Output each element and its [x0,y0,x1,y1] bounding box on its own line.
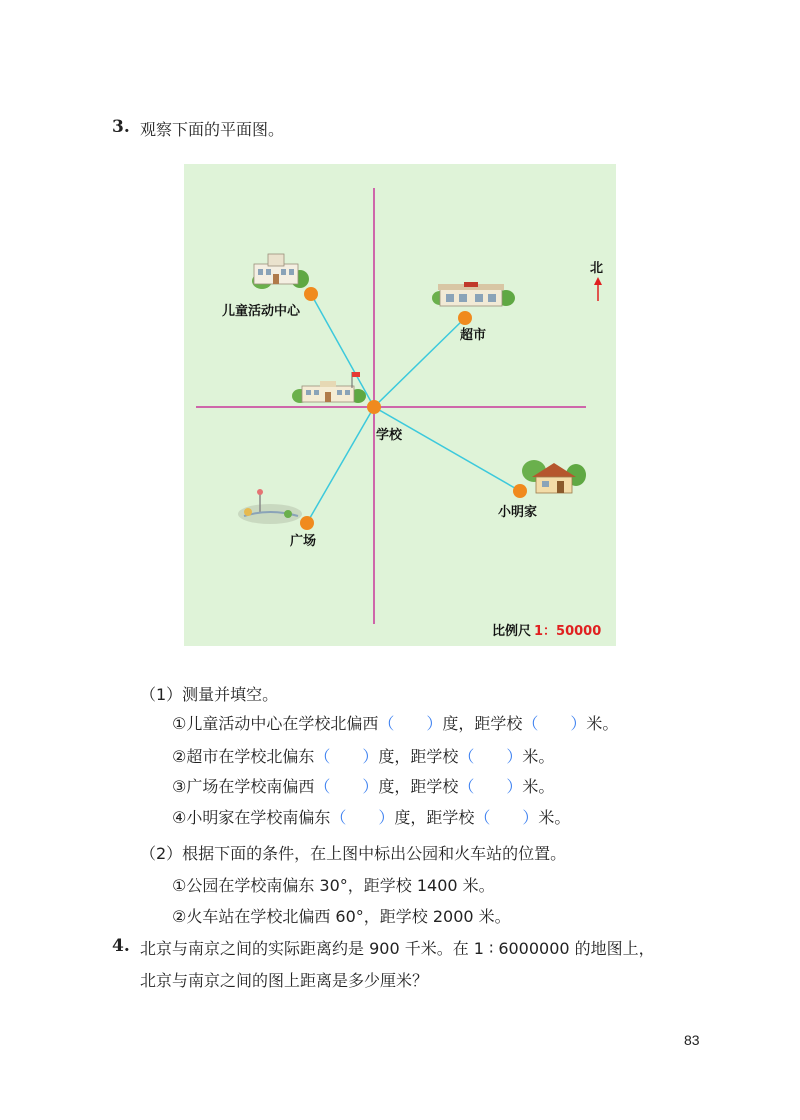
children-center-dot [304,287,318,301]
part1-label: （1）测量并填空。 [140,685,279,704]
xiaoming-home-icon [522,460,586,493]
answer-blank[interactable]: （ ） [458,747,523,766]
question-3-text: 观察下面的平面图。 [140,120,285,139]
answer-blank[interactable]: （ ） [378,714,443,733]
part1-item-4: ④小明家在学校南偏东（ ）度，距学校（ ）米。 [172,808,571,827]
school-building-icon [292,372,366,403]
label-north: 北 [590,261,604,276]
xiaoming-home-dot [513,484,527,498]
label-supermarket: 超市 [460,328,487,343]
page-number: 83 [684,1032,700,1048]
ray-xiaoming-home [374,407,520,491]
school-dot [367,400,381,414]
supermarket-building-icon [432,282,515,306]
square-icon [238,489,302,524]
question-4-number: 4. [112,936,130,956]
label-xiaoming-home: 小明家 [498,505,538,520]
part1-item-1: ①儿童活动中心在学校北偏西（ ）度，距学校（ ）米。 [172,714,619,733]
supermarket-dot [458,311,472,325]
part2-label: （2）根据下面的条件，在上图中标出公园和火车站的位置。 [140,844,567,863]
scale-value: 1：50000 [534,624,602,639]
part1-item-2: ②超市在学校北偏东（ ）度，距学校（ ）米。 [172,747,555,766]
label-children-center: 儿童活动中心 [222,304,301,319]
answer-blank[interactable]: （ ） [314,777,379,796]
question-4-line-2: 北京与南京之间的图上距离是多少厘米？ [140,971,429,990]
part2-item-2: ②火车站在学校北偏西 60°，距学校 2000 米。 [172,907,511,926]
part1-item-3: ③广场在学校南偏西（ ）度，距学校（ ）米。 [172,777,555,796]
children-center-building-icon [252,254,309,289]
answer-blank[interactable]: （ ） [474,808,539,827]
ray-square [307,407,374,523]
plan-map [184,164,616,646]
label-school: 学校 [376,428,403,443]
answer-blank[interactable]: （ ） [314,747,379,766]
ray-supermarket [374,318,465,407]
part2-item-1: ①公园在学校南偏东 30°，距学校 1400 米。 [172,876,495,895]
answer-blank[interactable]: （ ） [458,777,523,796]
question-4-line-1: 北京与南京之间的实际距离约是 900 千米。在 1 ∶ 6000000 的地图上， [140,939,655,958]
question-3-number: 3. [112,117,130,137]
answer-blank[interactable]: （ ） [522,714,587,733]
label-square: 广场 [290,534,317,549]
answer-blank[interactable]: （ ） [330,808,395,827]
scale-label: 比例尺 [492,624,532,639]
square-dot [300,516,314,530]
